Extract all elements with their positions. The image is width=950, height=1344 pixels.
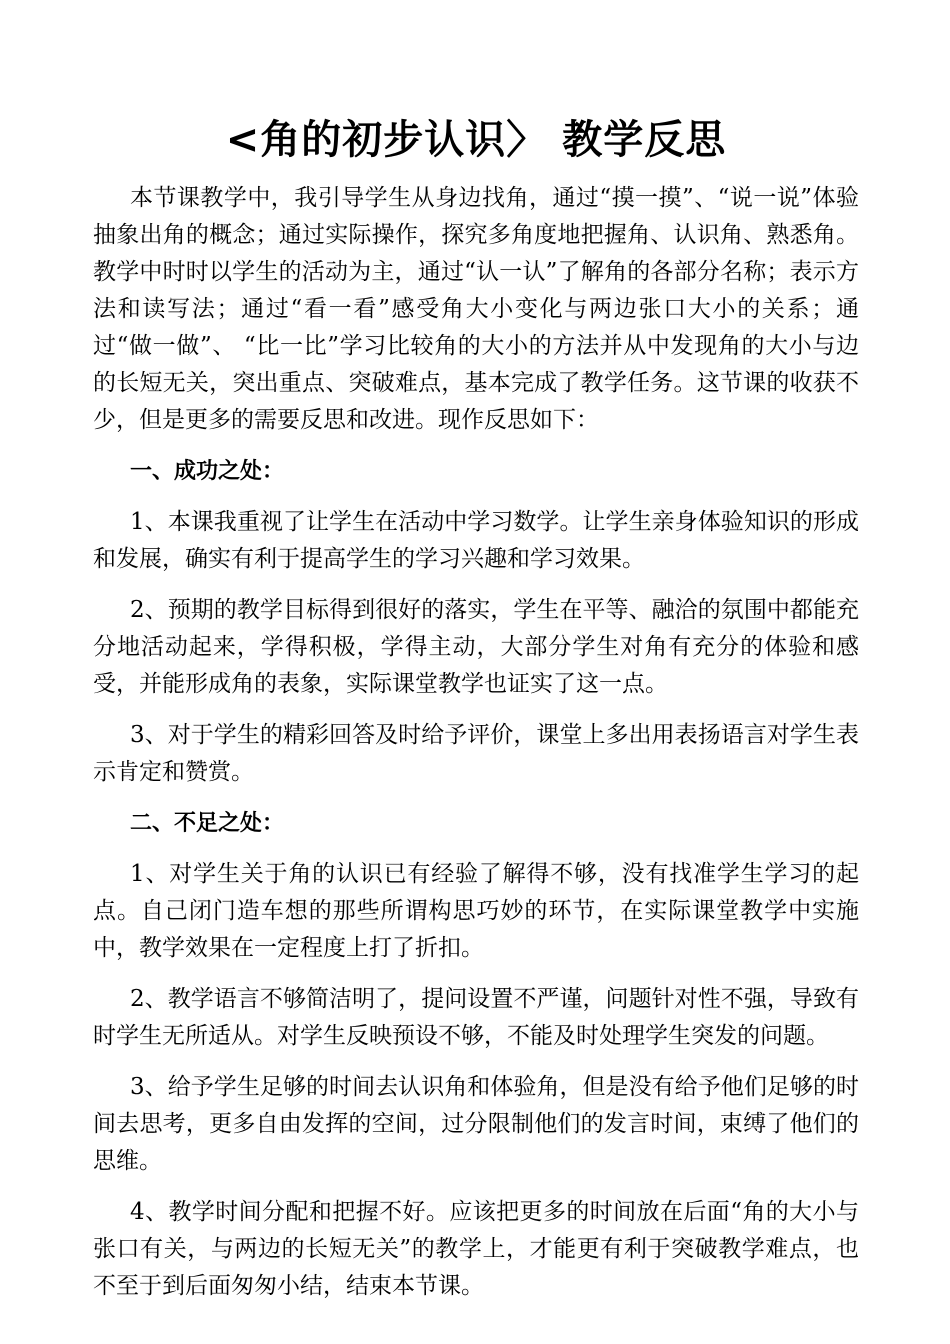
spacer (93, 967, 859, 981)
spacer (93, 1055, 859, 1069)
spacer (93, 842, 859, 856)
document-page (93, 112, 859, 1305)
shortcoming-item-3: 3、给予学生足够的时间去认识角和体验角，但是没有给予他们足够的时间去思考，更多自由发挥的空间，过分限制他们的发言时间，束缚了他们的思维。 (93, 1074, 859, 1174)
section-heading-success: 一、成功之处： (130, 458, 285, 484)
spacer (93, 578, 859, 592)
spacer (93, 1180, 859, 1194)
success-item-2: 2、预期的教学目标得到很好的落实，学生在平等、融洽的氛围中都能充分地活动起来，学得积极，学得主动，大部分学生对角有充分的体验和感受，并能形成角的表象，实际课堂教学也证实了这一点。 (93, 597, 859, 697)
shortcoming-item-1: 1、对学生关于角的认识已有经验了解得不够，没有找准学生学习的起点。自己闭门造车想的那些所谓构思巧妙的环节，在实际课堂教学中实施中，教学效果在一定程度上打了折扣。 (93, 861, 859, 961)
document-title: <角的初步认识〉 教学反思 (225, 117, 727, 163)
success-item-1: 1、本课我重视了让学生在活动中学习数学。让学生亲身体验知识的形成和发展，确实有利于提高学生的学习兴趣和学习效果。 (93, 509, 859, 572)
spacer (93, 703, 859, 717)
section-heading-shortcomings: 二、不足之处： (130, 810, 285, 836)
spacer (93, 791, 859, 805)
success-item-3: 3、对于学生的精彩回答及时给予评价，课堂上多出用表扬语言对学生表示肯定和赞赏。 (93, 722, 859, 785)
shortcoming-item-2: 2、教学语言不够简洁明了，提问设置不严谨，问题针对性不强，导致有时学生无所适从。对学生反映预设不够，不能及时处理学生突发的问题。 (93, 986, 859, 1049)
spacer (93, 490, 859, 504)
shortcoming-item-4: 4、教学时间分配和把握不好。应该把更多的时间放在后面“角的大小与张口有关，与两边的长短无关”的教学上，才能更有利于突破教学难点，也不至于到后面匆匆小结，结束本节课。 (93, 1199, 859, 1299)
spacer (93, 439, 859, 453)
intro-paragraph: 本节课教学中，我引导学生从身边找角，通过“摸一摸”、“说一说”体验抽象出角的概念；通过实际操作，探究多角度地把握角、认识角、熟悉角。教学中时时以学生的活动为主，通过“认一认”了解角的各部分名称；表示方法和读写法；通过“看一看”感受角大小变化与两边张口大小的关系；通过“做一做”、 “比一比”学习比较角的大小的方法并从中发现角的大小与边的长短无关，突出重点、突破难点，基本完成了教学任务。这节课的收获不少，但是更多的需要反思和改进。现作反思如下： (93, 185, 859, 433)
